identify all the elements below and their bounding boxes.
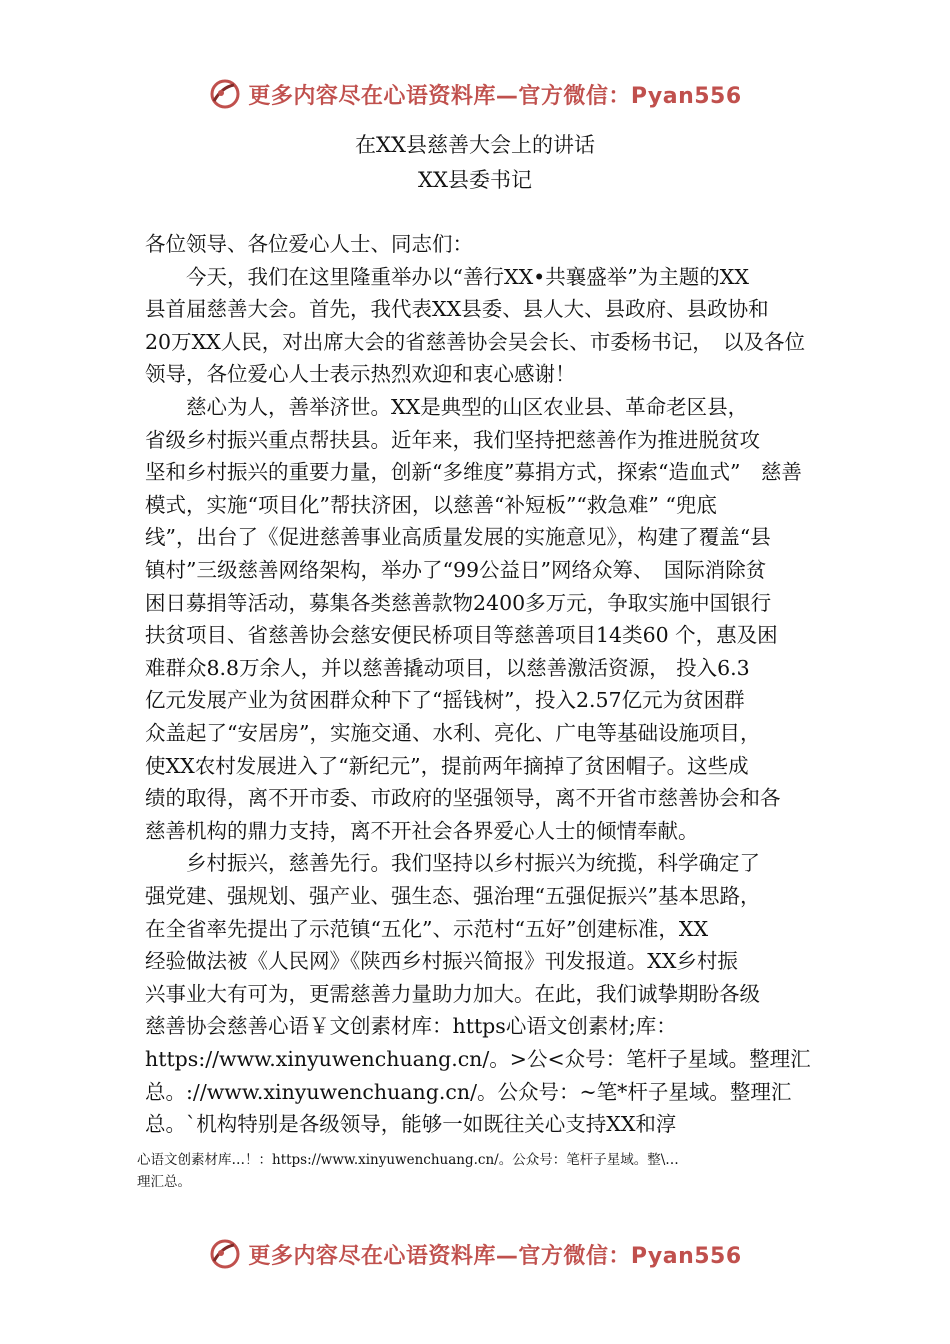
footer-line: 心语文创素材库…！：https://www.xinyuwenchuang.cn/。公众号：笔杆子星域。整\…	[137, 1152, 679, 1168]
brand-logo-icon	[208, 77, 242, 111]
body-line: 难群众8.8万余人，并以慈善撬动项目，以慈善激活资源， 投入6.3	[145, 655, 750, 680]
body-line: 亿元发展产业为贫困群众种下了“摇钱树”，投入2.57亿元为贫困群	[145, 688, 745, 713]
body-line: 领导，各位爱心人士表示热烈欢迎和衷心感谢！	[145, 362, 576, 387]
body-line: 扶贫项目、省慈善协会慈安便民桥项目等慈善项目14类60 个，惠及困	[145, 623, 778, 648]
document-subtitle: XX县委书记	[418, 168, 532, 192]
body-line: 众盖起了“安居房”，实施交通、水利、亮化、广电等基础设施项目，	[145, 721, 761, 745]
body-line: 乡村振兴，慈善先行。我们坚持以乡村振兴为统揽，科学确定了	[145, 851, 760, 876]
document-title: 在XX县慈善大会上的讲话	[355, 133, 595, 157]
body-line: 今天，我们在这里隆重举办以“善行XX•共襄盛举”为主题的XX	[145, 264, 749, 289]
body-line: 县首届慈善大会。首先，我代表XX县委、县人大、县政府、县政协和	[145, 297, 769, 322]
body-line: 线”，出台了《促进慈善事业高质量发展的实施意见》，构建了覆盖“县	[145, 525, 771, 550]
body-line: 各位领导、各位爱心人士、同志们：	[145, 232, 473, 256]
body-line: 总。`机构特别是各级领导，能够一如既往关心支持XX和淳	[145, 1112, 677, 1137]
body-line: 经验做法被《人民网》《陕西乡村振兴简报》刊发报道。XX乡村振	[145, 949, 738, 974]
body-line: 慈心为人，善举济世。XX是典型的山区农业县、革命老区县，	[145, 395, 749, 419]
body-line: 在全省率先提出了示范镇“五化”、示范村“五好”创建标准，XX	[145, 916, 709, 941]
body-line: 困日募捐等活动，募集各类慈善款物2400多万元，争取实施中国银行	[145, 590, 772, 615]
body-line: 20万XX人民，对出席大会的省慈善协会吴会长、市委杨书记， 以及各位	[145, 329, 806, 354]
body-line: 镇村”三级慈善网络架构，举办了“99公益日”网络众筹、 国际消除贫	[145, 558, 767, 582]
header-watermark-banner	[0, 74, 950, 114]
body-line: 兴事业大有可为，更需慈善力量助力加大。在此，我们诚挚期盼各级	[145, 981, 760, 1006]
body-line: https://www.xinyuwenchuang.cn/。>公<众号：笔杆子星域。整理汇	[145, 1047, 811, 1071]
footer-watermark-banner	[0, 1234, 950, 1274]
body-line: 绩的取得，离不开市委、市政府的坚强领导，离不开省市慈善协会和各	[145, 786, 781, 811]
body-line: 模式，实施“项目化”帮扶济困，以慈善“补短板”“救急难” “兜底	[145, 492, 717, 517]
brand-logo-icon	[208, 1237, 242, 1271]
banner-text: 更多内容尽在心语资料库—官方微信：Pyan556	[248, 1243, 742, 1269]
body-line: 省级乡村振兴重点帮扶县。近年来，我们坚持把慈善作为推进脱贫攻	[145, 427, 760, 452]
body-line: 慈善机构的鼎力支持，离不开社会各界爱心人士的倾情奉献。	[145, 818, 699, 843]
body-line: 坚和乡村振兴的重要力量，创新“多维度”募捐方式，探索“造血式” 慈善	[145, 460, 802, 485]
banner-text: 更多内容尽在心语资料库—官方微信：Pyan556	[248, 83, 742, 109]
footer-line: 理汇总。	[137, 1174, 191, 1190]
body-line: 使XX农村发展进入了“新纪元”，提前两年摘掉了贫困帽子。这些成	[145, 753, 749, 778]
body-line: 总。://www.xinyuwenchuang.cn/。公众号：~笔*杆子星域。整理汇	[145, 1079, 792, 1104]
body-line: 强党建、强规划、强产业、强生态、强治理“五强促振兴”基本思路，	[145, 884, 761, 908]
body-line: 慈善协会慈善心语￥文创素材库：https心语文创素材;库：	[145, 1014, 677, 1039]
